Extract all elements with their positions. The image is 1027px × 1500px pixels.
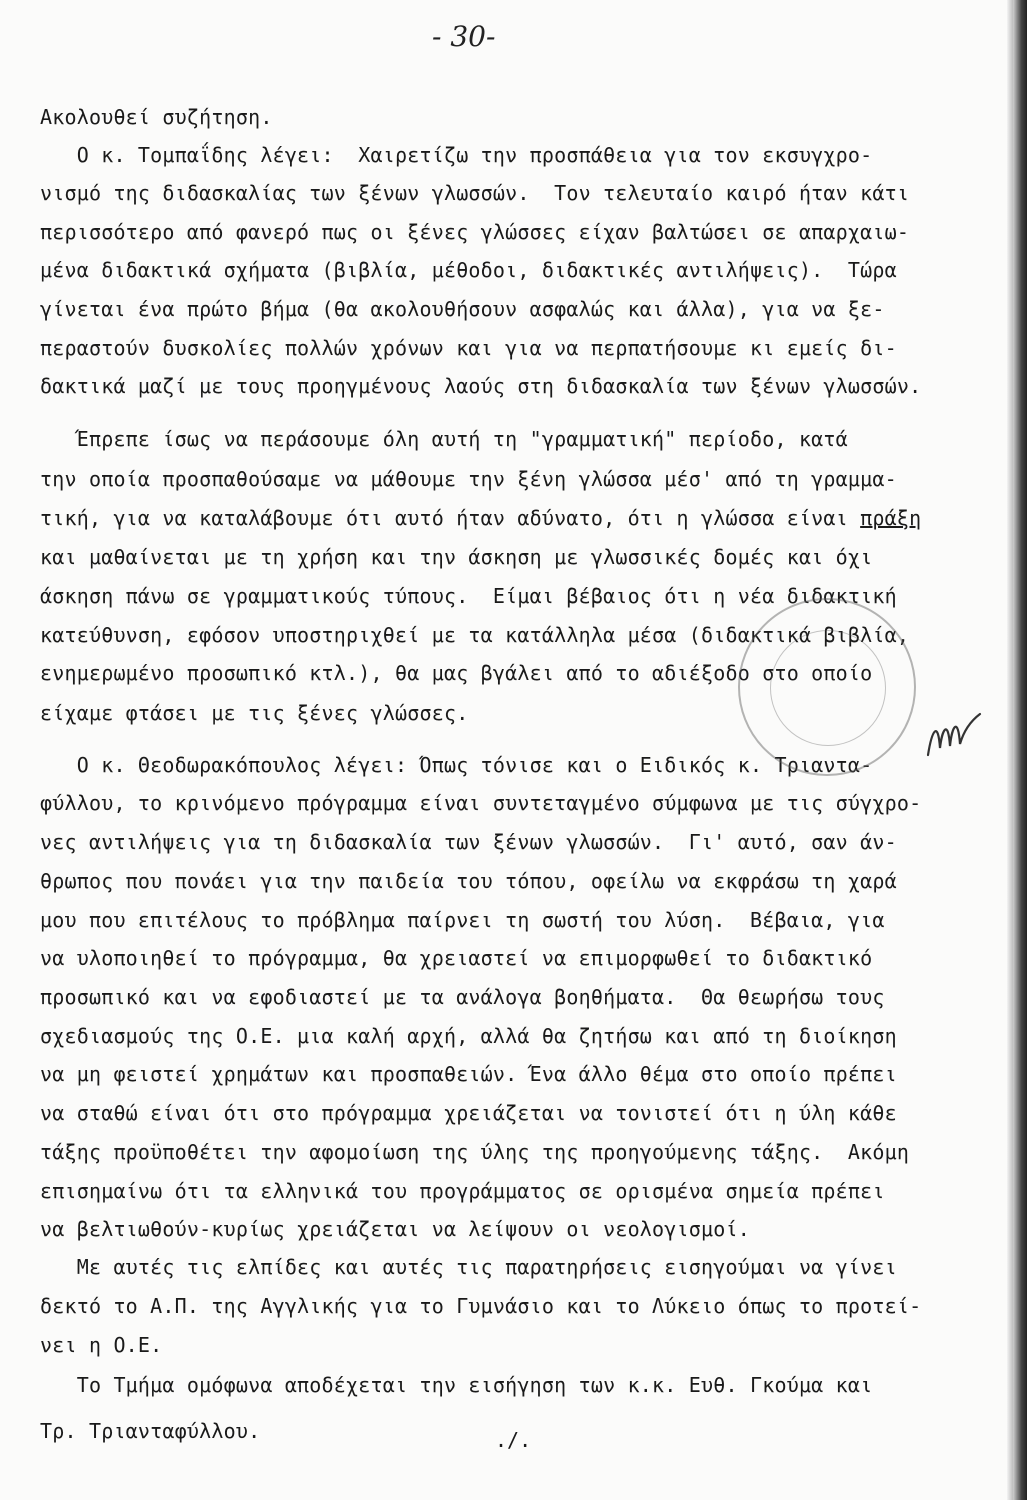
underlined-word: πράξη [860,506,922,530]
text-line: άσκηση πάνω σε γραμματικούς τύπους. Είμαι βέβαιος ότι η νέα διδακτική [40,584,897,608]
page-number: - 30- [432,20,496,53]
text-line: ενημερωμένο προσωπικό κτλ.), θα μας βγάλει από το αδιέξοδο στο οποίο [40,661,873,685]
binding-edge [1013,0,1027,1500]
text-line: φύλλου, το κρινόμενο πρόγραμμα είναι συντεταγμένο σύμφωνα με τις σύγχρο- [40,791,922,815]
text-line: είχαμε φτάσει με τις ξένες γλώσσες. [40,701,469,725]
text-line: επισημαίνω ότι τα ελληνικά του προγράμματος σε ορισμένα σημεία πρέπει [40,1179,885,1203]
text-line: την οποία προσπαθούσαμε να μάθουμε την ξένη γλώσσα μέσ' από τη γραμμα- [40,467,897,491]
text-line: δακτικά μαζί με τους προηγμένους λαούς στη διδασκαλία των ξένων γλωσσών. [40,374,922,398]
text-line: τάξης προϋποθέτει την αφομοίωση της ύλης της προηγούμενης τάξης. Ακόμη [40,1140,910,1164]
text-line: προσωπικό και να εφοδιαστεί με τα ανάλογα βοηθήματα. Θα θεωρήσω τους [40,985,885,1009]
handwritten-signature [920,700,990,770]
text-line: Τρ. Τριανταφύλλου. [40,1419,261,1443]
text-line: δεκτό το Α.Π. της Αγγλικής για το Γυμνάσιο και το Λύκειο όπως το προτεί- [40,1294,922,1318]
text-line: περαστούν δυσκολίες πολλών χρόνων και για να περπατήσουμε κι εμείς δι- [40,336,897,360]
text-line: γίνεται ένα πρώτο βήμα (θα ακολουθήσουν ασφαλώς και άλλα), για να ξε- [40,297,885,321]
text-line: Ακολουθεί συζήτηση. [40,105,273,129]
end-mark: ./. [495,1428,532,1452]
text-line: Έπρεπε ίσως να περάσουμε όλη αυτή τη "γραμματική" περίοδο, κατά [40,427,848,451]
text-line: μου που επιτέλους το πρόβλημα παίρνει τη σωστή του λύση. Βέβαια, για [40,908,885,932]
text-line: να σταθώ είναι ότι στο πρόγραμμα χρειάζεται να τονιστεί ότι η ύλη κάθε [40,1101,897,1125]
text-line: Με αυτές τις ελπίδες και αυτές τις παρατηρήσεις εισηγούμαι να γίνει [40,1255,897,1279]
text-line: νες αντιλήψεις για τη διδασκαλία των ξένων γλωσσών. Γι' αυτό, σαν άν- [40,830,897,854]
text-line: Το Τμήμα ομόφωνα αποδέχεται την εισήγηση των κ.κ. Ευθ. Γκούμα και [40,1373,873,1397]
text-line: θρωπος που πονάει για την παιδεία του τόπου, οφείλω να εκφράσω τη χαρά [40,869,897,893]
text-line: μένα διδακτικά σχήματα (βιβλία, μέθοδοι, διδακτικές αντιλήψεις). Τώρα [40,258,897,282]
text-line: να υλοποιηθεί το πρόγραμμα, θα χρειαστεί να επιμορφωθεί το διδακτικό [40,946,873,970]
text-line: να μη φειστεί χρημάτων και προσπαθειών. Ένα άλλο θέμα στο οποίο πρέπει [40,1062,897,1086]
official-stamp [738,598,916,776]
text-line: νει η Ο.Ε. [40,1333,163,1357]
text-line: Ο κ. Τομπαΐδης λέγει: Χαιρετίζω την προσπάθεια για τον εκσυγχρο- [40,143,873,167]
text-line: Ο κ. Θεοδωρακόπουλος λέγει: Όπως τόνισε και ο Ειδικός κ. Τριαντα- [40,753,873,777]
text-line: περισσότερο από φανερό πως οι ξένες γλώσσες είχαν βαλτώσει σε απαρχαιω- [40,220,910,244]
text-line: νισμό της διδασκαλίας των ξένων γλωσσών. Τον τελευταίο καιρό ήταν κάτι [40,181,910,205]
text-line: και μαθαίνεται με τη χρήση και την άσκηση με γλωσσικές δομές και όχι [40,545,873,569]
text-segment: τική, για να καταλάβουμε ότι αυτό ήταν αδύνατο, ότι η γλώσσα είναι [40,506,861,530]
text-line: κατεύθυνση, εφόσον υποστηριχθεί με τα κατάλληλα μέσα (διδακτικά βιβλία, [40,623,910,647]
text-line: σχεδιασμούς της Ο.Ε. μια καλή αρχή, αλλά θα ζητήσω και από τη διοίκηση [40,1024,897,1048]
text-line [40,505,990,531]
text-line: να βελτιωθούν-κυρίως χρειάζεται να λείψουν οι νεολογισμοί. [40,1217,750,1241]
